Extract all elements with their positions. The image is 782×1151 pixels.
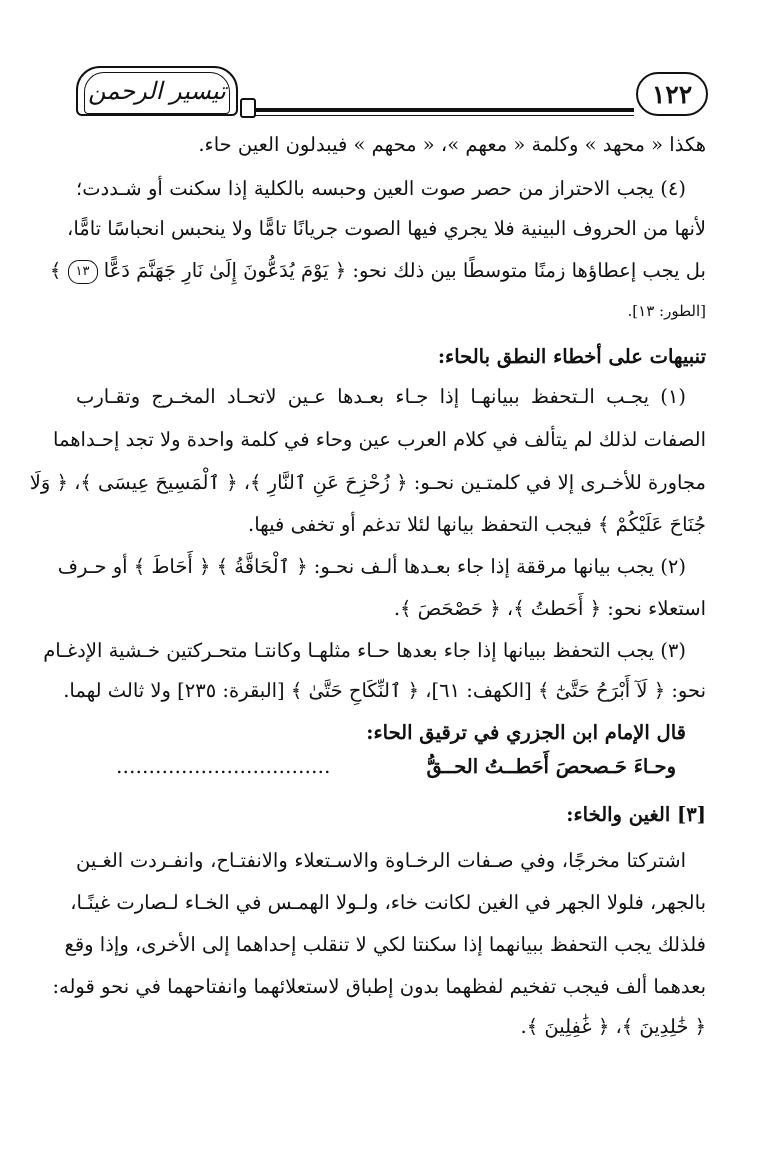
text-line-8: الصفات لذلك لم يتألف في كلام العرب عين وحاء في كلمة واحدة ولا تجد إحـداهما xyxy=(53,428,706,451)
ornament-icon xyxy=(240,98,256,118)
quote-intro: قال الإمام ابن الجزري في ترقيق الحاء: xyxy=(366,721,686,744)
text-segment: ﴾ xyxy=(49,259,68,282)
text-line-21: بعدهما ألف فيجب تفخيم لفظهما بدون إطباق لاستعلائهما وانفتاحهما في نحو قوله: xyxy=(52,975,706,998)
page-number: ١٢٢ xyxy=(636,72,708,116)
citation-line: [الطور: ١٣]. xyxy=(627,302,706,320)
text-line-4 xyxy=(49,256,706,286)
book-title-logo: تيسير الرحمن xyxy=(76,66,238,116)
text-line-18: اشتركتا مخرجًا، وفي صـفات الرخـاوة والاسـتعلاء والانفتـاح، وانفـردت الغـين xyxy=(76,849,686,872)
ayah-number: ١٣ xyxy=(68,260,98,284)
text-line-3: لأنها من الحروف البينية فلا يجري فيها الصوت جريانًا تامًّا ولا ينحبس انحباسًا تامًّا، xyxy=(67,217,706,240)
header-rule xyxy=(254,108,634,112)
text-line-14: نحو: ﴿ لَآ أَبْرَحُ حَتَّىٰٓ ﴾ [الكهف: ٦١]، ﴿ ٱلنِّكَاحِ حَتَّىٰ ﴾ [البقرة: ٢٣٥] ولا ثالث لهما. xyxy=(63,679,706,702)
text-line-2: (٤) يجب الاحتراز من حصر صوت العين وحبسه بالكلية إذا سكنت أو شـددت؛ xyxy=(76,177,686,200)
text-line-7: (١) يجـب الـتحفظ ببيانهـا إذا جـاء بعـدها عـين لاتحـاد المخـرج وتقـارب xyxy=(76,385,686,408)
text-line-20: فلذلك يجب التحفظ ببيانهما إذا سكنتا لكي لا تنقلب إحداهما إلى الأخرى، وإذا وقع xyxy=(64,933,706,956)
section-heading-ha: تنبيهات على أخطاء النطق بالحاء: xyxy=(437,345,706,368)
poem-verse: وحـاءَ حَـصحصَ أَحَطــتُ الحــقُّ xyxy=(426,755,676,778)
text-line-22: ﴿ خَٰلِدِينَ ﴾، ﴿ غَٰفِلِينَ ﴾. xyxy=(520,1015,706,1038)
header-rule-thin xyxy=(254,115,634,116)
text-line-10: جُنَاحَ عَلَيْكُمْ ﴾ فيجب التحفظ بيانها لئلا تدغم أو تخفى فيها. xyxy=(248,513,706,536)
text-line-12: استعلاء نحو: ﴿ أَحَطتُ ﴾، ﴿ حَصْحَصَ ﴾. xyxy=(393,597,706,620)
text-line-11: (٢) يجب بيانها مرققة إذا جاء بعـدها ألـف نحـو: ﴿ ٱلْحَاقَّةُ ﴾ ﴿ أَحَاطَ ﴾ أو حـرف xyxy=(57,555,686,578)
page-header xyxy=(76,62,708,122)
text-segment: بل يجب إعطاؤها زمنًا متوسطًا بين ذلك نحو: ﴿ xyxy=(328,259,706,282)
text-line-1: هكذا « محهد » وكلمة « معهم »، « محهم » فيبدلون العين حاء. xyxy=(198,133,706,156)
poem-dots: …………………………… xyxy=(116,755,331,778)
section-heading-ghayn: [٣] الغين والخاء: xyxy=(566,803,706,826)
text-line-9: مجاورة للأخـرى إلا في كلمتـين نحـو: ﴿ زُحْزِحَ عَنِ ٱلنَّارِ ﴾، ﴿ ٱلْمَسِيحَ عِيسَى ﴾، ﴿ وَلَا xyxy=(29,471,706,494)
text-line-19: بالجهر، فلولا الجهر في الغين لكانت خاء، ولـولا الهمـس في الخـاء لـصارت غينًـا، xyxy=(70,891,706,914)
text-line-13: (٣) يجب التحفظ ببيانها إذا جاء بعدها حـاء مثلهـا وكانتـا متحـركتين خـشية الإدغـام xyxy=(43,639,686,662)
quran-verse: يَوْمَ يُدَعُّونَ إِلَىٰ نَارِ جَهَنَّمَ دَعًّا xyxy=(103,259,329,282)
